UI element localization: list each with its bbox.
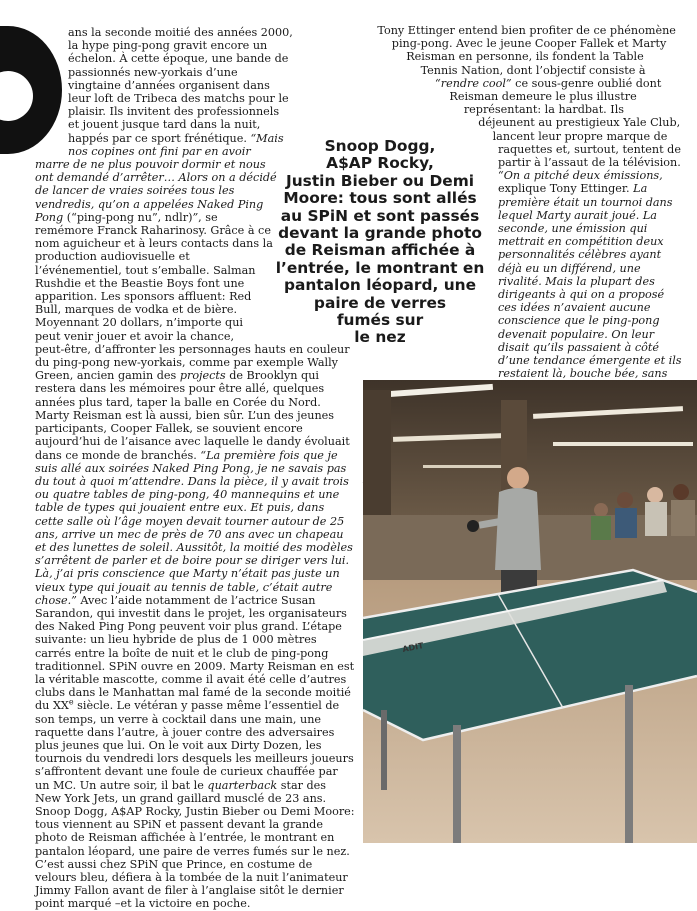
pull-quote-line: de Reisman affichée à [284, 241, 476, 260]
pull-quote-line: le nez [354, 328, 406, 347]
pull-quote-line: devant la grande photo [278, 224, 482, 243]
pull-quote-line: fumés sur [336, 311, 424, 330]
ping-pong-photo [363, 380, 697, 843]
pull-quote-line: Justin Bieber ou Demi [285, 171, 475, 190]
pull-quote-line: Snoop Dogg, [324, 137, 436, 155]
pull-quote-line: au SPiN et sont passés [280, 206, 480, 225]
pull-quote-line: l’entrée, le montrant en [275, 258, 485, 277]
pull-quote-line: paire de verres [313, 293, 447, 312]
pull-quote-line: pantalon léopard, une [283, 276, 477, 295]
table-brand-label: ADIT [401, 641, 425, 654]
photo-illustration [363, 380, 697, 843]
pull-quote [270, 138, 490, 347]
body-paragraph: Tony Ettinger entend bien profiter de ce phénomène ping-pong. Avec le jeune Cooper Fallek et Marty Reisman en personne, ils fondent la Table Tennis Nation, dont l’objectif consiste à “rendre cool” ce sous-genre oublié dont Reisman demeure le plus illustre représentant: la hardbat. Ils déjeunent au prestigieux Yale Club, lancent leur propre marque de raquettes et, surtout, tentent de partir à l’assaut de la télévision. “On a pitché deux émissions, explique Tony Ettinger. La première était un tournoi dans lequel Marty aurait joué. La seconde, une émission qui mettrait en compétition deux personnalités célèbres ayant déjà eu un différend, une rivalité. Mais la plupart des dirigeants à qui on a proposé ces idées n’avaient aucune conscience que le ping-pong devenait populaire. On leur disait qu’ils passaient à côté d’une tendance émergente et ils restaient là, bouche bée, sans [377, 24, 682, 381]
dropcap-d [0, 26, 62, 154]
pull-quote-line: A$AP Rocky, [326, 154, 434, 173]
pull-quote-line: Moore: tous sont allés [283, 189, 477, 208]
body-paragraph: ans la seconde moitié des années 2000, la hype ping-pong gravit encore un échelon. À cette époque, une bande de passionnés new-yorkais d’une vingtaine d’années organisent dans leur loft de Tribeca des matchs pour le plaisir. Ils invitent des professionnels et jouent jusque tard dans la nuit, happés par ce sport frénétique. “Mais nos copines ont fini par en avoir marre de ne plus pouvoir dormir et nous ont demandé d’arrêter… Alors on a décidé de lancer de vraies soirées tous les vendredis, qu’on a appelées Naked Ping Pong (“ping-pong nu”, ndlr)”, se remémore Franck Raharinosy. Grâce à ce nom aguicheur et à leurs contacts dans la production audiovisuelle et l’événementiel, tout s’emballe. Salman Rushdie et the Beastie Boys font une apparition. Les sponsors affluent: Red Bull, marques de vodka et de bière. Moyennant 20 dollars, n’importe qui peut venir jouer et avoir la chance, peut-être, d’affronter les personnages hauts en couleur du ping-pong new-yorkais, comme par exemple Wally Green, ancien gamin des projects de Brooklyn qui restera dans les mémoires pour être allé, quelques années plus tard, taper la balle en Corée du Nord. Marty Reisman est là aussi, bien sûr. L’un des jeunes participants, Cooper Fallek, se souvient encore aujourd’hui de l’aisance avec laquelle le dandy évoluait dans ce monde de branchés. “La première fois que je suis allé aux soirées Naked Ping Pong, je ne savais pas du tout à quoi m’attendre. Dans la pièce, il y avait trois ou quatre tables de ping-pong, 40 mannequins et une table de types qui jouaient entre eux. Et puis, dans cette salle où l’âge moyen devait tourner autour de 25 ans, arrive un mec de près de 70 ans avec un chapeau et des lunettes de soleil. Aussitôt, la moitié des modèles s’arrêtent de parler et de boire pour se diriger vers lui. Là, j’ai pris conscience que Marty n’était pas juste un vieux type qui jouait au tennis de table, c’était autre chose.” Avec l’aide notamment de l’actrice Susan Sarandon, qui investit dans le projet, les organisateurs des Naked Ping Pong peuvent voir plus grand. L’étape suivante: un lieu hybride de plus de 1 000 mètres carrés entre la boîte de nuit et le club de ping-pong traditionnel. SPiN ouvre en 2009. Marty Reisman en est la véritable mascotte, comme il avait été celle d’autres clubs dans le Manhattan mal famé de la seconde moitié du XXe siècle. Le vétéran y passe même l’essentiel de son temps, un verre à cocktail dans une main, une raquette dans l’autre, à jouer contre des adversaires plus jeunes que lui. On le voit aux Dirty Dozen, les tournois du vendredi lors desquels les meilleurs joueurs s’affrontent devant une foule de curieux chauffée par un MC. Un autre soir, il bat le quarterback star des New York Jets, un grand gaillard musclé de 23 ans. Snoop Dogg, A$AP Rocky, Justin Bieber ou Demi Moore: tous viennent au SPiN et passent devant la grande photo de Reisman affichée à l’entrée, le montrant en pantalon léopard, une paire de verres fumés sur le nez. C’est aussi chez SPiN que Prince, en costume de velours bleu, défiera à la tombée de la nuit l’animateur Jimmy Fallon avant de filer à l’anglaise sitôt le dernier point marqué –et la victoire en poche. [35, 26, 355, 911]
